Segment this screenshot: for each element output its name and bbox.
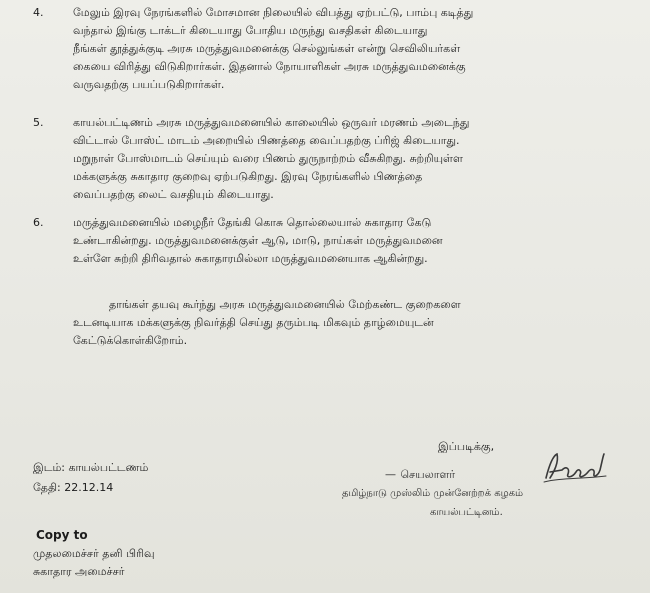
place-label: இடம்:: [33, 461, 66, 474]
closing-paragraph: [73, 296, 633, 350]
seal-title: செயலாளர்: [400, 468, 456, 481]
closing-line: கேட்டுக்கொள்கிறோம்.: [73, 334, 188, 347]
paragraph-line: வருவதற்கு பயப்படுகிறார்கள்.: [73, 78, 225, 91]
seal-place: காயல்பட்டினம்.: [430, 507, 503, 518]
paragraph-line: வந்தால் இங்கு டாக்டர் கிடையாது போதிய மருந்து வசதிகள் கிடையாது: [73, 24, 428, 37]
paragraph-line: மறுநாள் போஸ்மாடம் செய்யும் வரை பிணம் துருநாற்றம் வீசுகிறது. சுற்றியுள்ள: [73, 152, 463, 165]
place-value: காயல்பட்டணம்: [68, 461, 149, 474]
paragraph-number: 6.: [33, 216, 44, 229]
seal-title-line: — செயலாளர்: [385, 468, 456, 481]
place-line: [33, 461, 148, 476]
paragraph-4: [73, 4, 621, 94]
signature-scribble: [540, 448, 612, 488]
paragraph-line: உள்ளே சுற்றி திரிவதால் சுகாதாரமில்லா மருத்துவமனையாக ஆகின்றது.: [73, 252, 428, 265]
paragraph-line: நீங்கள் தூத்துக்குடி அரசு மருத்துவமனைக்கு செல்லுங்கள் என்று செவிலியர்கள்: [73, 42, 461, 55]
date-label: தேதி:: [33, 481, 61, 494]
closing-line: தாங்கள் தயவு கூர்ந்து அரசு மருத்துவமனையில் மேற்கண்ட குறைகளை: [109, 298, 461, 311]
paragraph-line: காயல்பட்டிணம் அரசு மருத்துவமனையில் காலையில் ஒருவர் மரணம் அடைந்து: [73, 116, 470, 129]
paragraph-line: உண்டாகின்றது. மருத்துவமனைக்குள் ஆடு, மாடு, நாய்கள் மருத்துவமனை: [73, 234, 443, 247]
copy-recipient: முதலமைச்சர் தனி பிரிவு: [33, 547, 155, 560]
paragraph-number: 4.: [33, 6, 44, 19]
date-value: 22.12.14: [64, 481, 114, 494]
paragraph-line: மக்களுக்கு சுகாதார குறைவு ஏற்படுகிறது. இரவு நேரங்களில் பிணத்தை: [73, 170, 423, 183]
closing-line: உடனடியாக மக்களுக்கு நிவர்த்தி செய்து தரும்படி மிகவும் தாழ்மையுடன்: [73, 316, 434, 329]
paragraph-number: 5.: [33, 116, 44, 129]
sign-off: இப்படிக்கு,: [438, 440, 495, 453]
copy-to-heading: Copy to: [36, 528, 88, 542]
paragraph-line: விட்டால் போஸ்ட் மாடம் அறையில் பிணத்தை வைப்பதற்கு ப்ரிஜ் கிடையாது.: [73, 134, 460, 147]
copy-recipient: சுகாதார அமைச்சர்: [33, 565, 125, 578]
paragraph-line: வைப்பதற்கு லைட் வசதியும் கிடையாது.: [73, 188, 274, 201]
paragraph-6: [73, 214, 621, 268]
seal-org: தமிழ்நாடு முஸ்லிம் முன்னேற்றக் கழகம்: [342, 488, 524, 499]
date-line: [33, 481, 113, 496]
paragraph-line: கையை விரித்து விடுகிறார்கள். இதனால் நோயாளிகள் அரசு மருத்துவமனைக்கு: [73, 60, 466, 73]
paragraph-line: மருத்துவமனையில் மழைநீர் தேங்கி கொசு தொல்லையால் சுகாதார கேடு: [73, 216, 432, 229]
paragraph-line: மேலும் இரவு நேரங்களில் மோசமான நிலையில் விபத்து ஏற்பட்டு, பாம்பு கடித்து: [73, 6, 474, 19]
paragraph-5: [73, 114, 621, 204]
